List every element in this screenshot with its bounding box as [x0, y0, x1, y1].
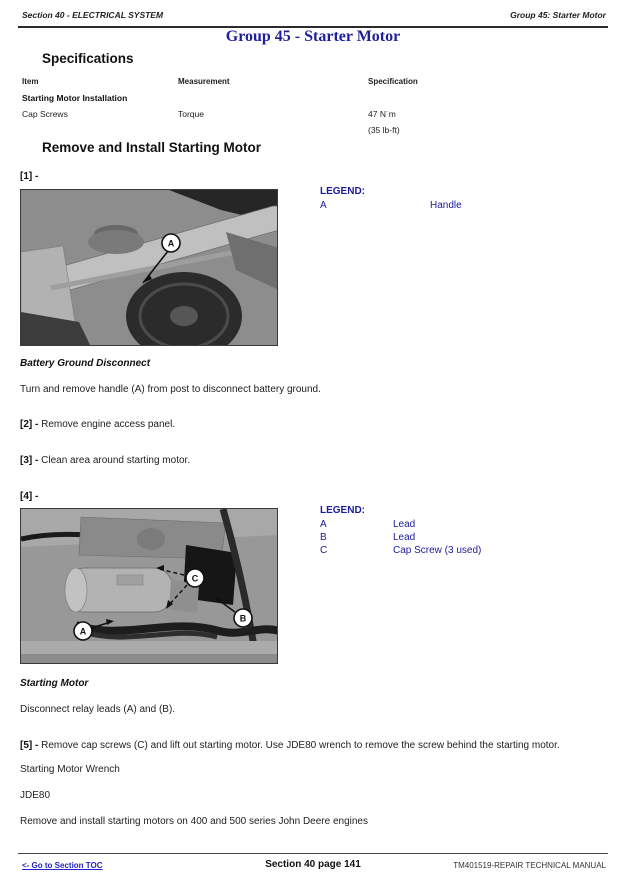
figure-2-callout-a — [74, 622, 92, 640]
spec-value-cell: 47 N˙m — [368, 109, 396, 119]
legend-2-value-c: Cap Screw (3 used) — [393, 545, 482, 556]
header-group-label: Group 45: Starter Motor — [510, 10, 606, 20]
legend-2-value-a: Lead — [393, 519, 416, 530]
step-5 — [20, 740, 612, 753]
spec-col-measurement: Measurement — [178, 77, 230, 86]
callout-b-letter: B — [239, 613, 247, 624]
spec-measurement-cell: Torque — [178, 109, 204, 119]
figure-2-caption: Starting Motor — [20, 678, 89, 689]
figure-2-callout-c — [186, 569, 204, 587]
closing-line-1: Starting Motor Wrench — [20, 764, 120, 775]
figure-2-callout-b — [234, 609, 252, 627]
step-3-label: [3] - — [20, 455, 39, 466]
legend-2-title: LEGEND: — [320, 505, 365, 516]
spec-group-row: Starting Motor Installation — [22, 93, 128, 103]
figure-2-illustration — [21, 509, 278, 664]
step-2 — [20, 419, 175, 432]
page-title: Group 45 - Starter Motor — [225, 28, 401, 45]
section-heading: Remove and Install Starting Motor — [42, 140, 262, 155]
step-5-text: Remove cap screws (C) and lift out starting motor. Use JDE80 wrench to remove the screw behind the starting motor. — [41, 740, 560, 751]
legend-1-value-a: Handle — [430, 200, 462, 211]
specifications-heading: Specifications — [42, 51, 134, 66]
figure-1-body: Turn and remove handle (A) from post to disconnect battery ground. — [20, 384, 321, 395]
spec-value-cell-2: (35 lb-ft) — [368, 125, 400, 135]
figure-2-photo — [20, 508, 278, 664]
step-2-label: [2] - — [20, 419, 39, 430]
closing-line-2: JDE80 — [20, 790, 51, 801]
step-2-text: Remove engine access panel. — [41, 419, 176, 430]
go-to-section-toc-link[interactable]: <- Go to Section TOC — [22, 861, 103, 870]
footer-page-number: Section 40 page 141 — [265, 859, 361, 870]
callout-c-letter: C — [191, 573, 199, 584]
callout-a-letter: A — [167, 238, 175, 249]
legend-2-key-b: B — [320, 532, 327, 543]
figure-1-illustration — [21, 190, 278, 346]
step-4-label: [4] - — [20, 491, 39, 502]
legend-1-title: LEGEND: — [320, 186, 365, 197]
spec-col-item: Item — [22, 77, 39, 86]
spec-col-specification: Specification — [368, 77, 418, 86]
header-section-label: Section 40 - ELECTRICAL SYSTEM — [22, 10, 164, 20]
spec-item-cell: Cap Screws — [22, 109, 68, 119]
figure-1-caption: Battery Ground Disconnect — [20, 358, 151, 369]
legend-2-value-b: Lead — [393, 532, 416, 543]
legend-2-key-a: A — [320, 519, 327, 530]
step-3-text: Clean area around starting motor. — [41, 455, 191, 466]
legend-1-key-a: A — [320, 200, 327, 211]
footer-manual-id: TM401519-REPAIR TECHNICAL MANUAL — [453, 861, 606, 870]
closing-line-3: Remove and install starting motors on 400 and 500 series John Deere engines — [20, 816, 368, 827]
figure-1-callout-a — [162, 234, 180, 252]
step-5-label: [5] - — [20, 740, 39, 751]
footer-rule — [18, 853, 608, 854]
figure-1-photo — [20, 189, 278, 346]
step-3 — [20, 455, 190, 468]
figure-2-body: Disconnect relay leads (A) and (B). — [20, 704, 176, 715]
callout-a2-letter: A — [79, 626, 87, 637]
step-1-label: [1] - — [20, 171, 39, 182]
legend-2-key-c: C — [320, 545, 328, 556]
